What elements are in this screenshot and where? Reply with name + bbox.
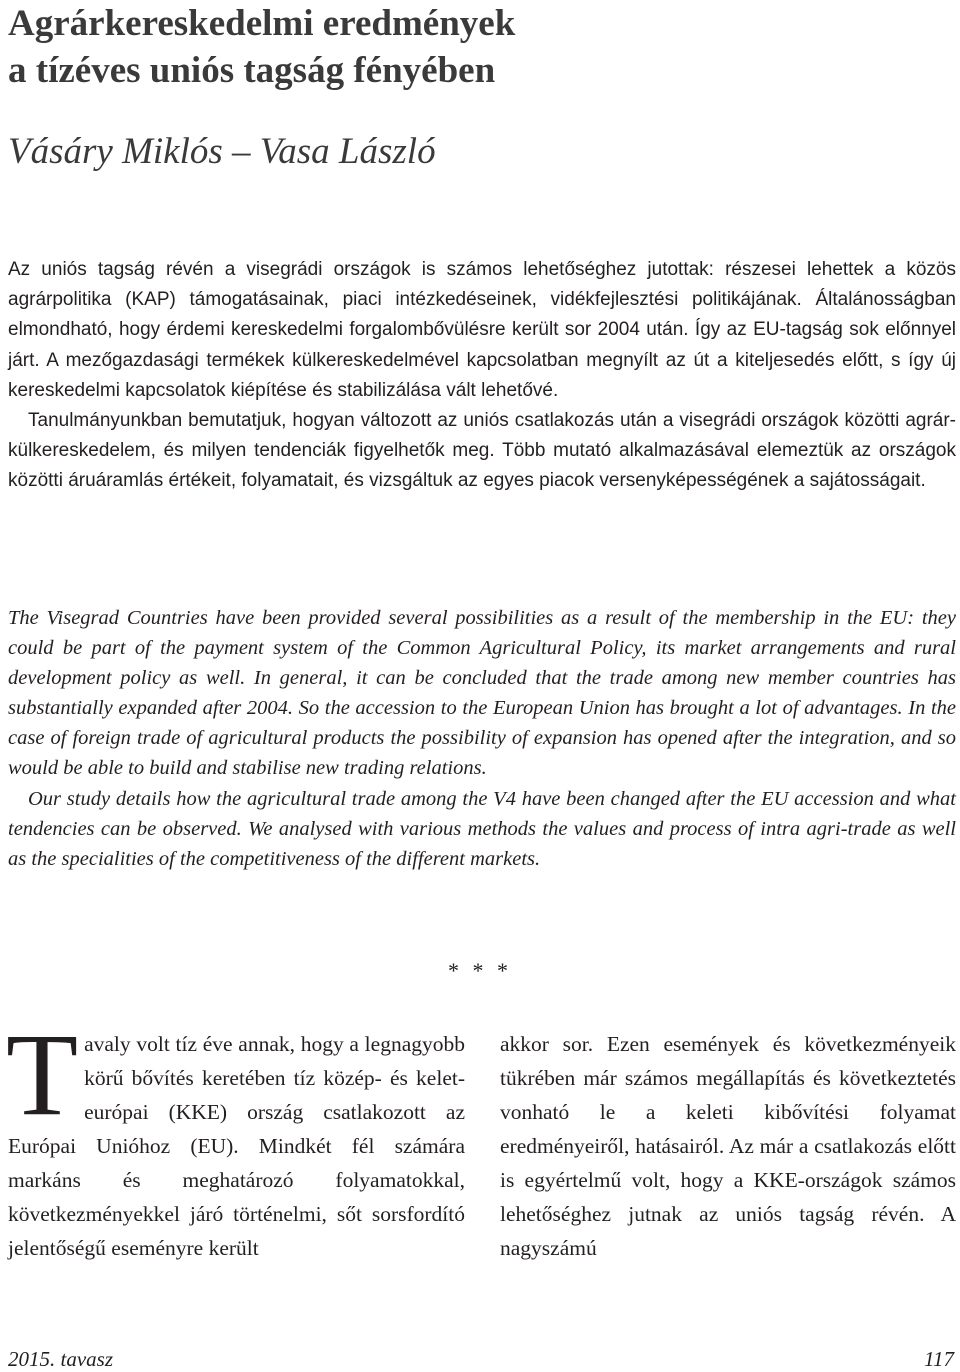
drop-cap: T <box>6 1009 79 1140</box>
body-column-right <box>500 1027 956 1265</box>
footer-issue: 2015. tavasz <box>8 1347 113 1371</box>
abstract-hu-paragraph-1: Az uniós tagság révén a visegrádi országok is számos lehetőséghez jutottak: részesei lehettek a közös agrárpolitika (KAP) támogatásainak, piaci intézkedéseinek, vidékfejlesztési politikájának. Általánosságban elmondható, hogy érdemi kereskedelmi forgalombővülésre került sor 2004 után. Így az EU-tagság sok előnnyel járt. A mezőgazdasági termékek külkereskedelmével kapcsolatban megnyílt az út a kiteljesedés előtt, s így új kereskedelmi kapcsolatok kiépítése és stabilizálása vált lehetővé. <box>8 259 956 401</box>
title-line-2: a tízéves uniós tagság fényében <box>8 50 496 91</box>
section-separator: * * * <box>448 958 512 983</box>
authors: Vásáry Miklós – Vasa László <box>8 131 436 172</box>
article-title <box>8 0 515 94</box>
body-column-left <box>6 1009 465 1265</box>
title-line-1: Agrárkereskedelmi eredmények <box>8 3 516 44</box>
abstract-en-paragraph-1: The Visegrad Countries have been provided several possibilities as a result of the membership in the EU: they could be part of the payment system of the Common Agricultural Policy, its market arrangements and rural development policy as well. In general, it can be concluded that the trade among new member countries has substantially expanded after 2004. So the accession to the European Union has brought a lot of advantages. In the case of foreign trade of agricultural products the possibility of expansion has opened after the integration, and so would be able to build and stabilise new trading relations. <box>8 607 956 780</box>
abstract-en-paragraph-2: Our study details how the agricultural trade among the V4 have been changed after the EU accession and what tendencies can be observed. We analysed with various methods the values and process of intra agri-trade as well as the specialities of the competitiveness of the different markets. <box>8 787 956 870</box>
page-number: 117 <box>924 1347 954 1371</box>
body-text-right: akkor sor. Ezen események és következményeik tükrében már számos megállapítás és következtetés vonható le a keleti kibővítési folyamat eredményeiről, hatásairól. Az már a csatlakozás előtt is egyértelmű volt, hogy a KKE-országok számos lehetőséghez jutnak az uniós tagság révén. A nagyszámú <box>500 1032 956 1260</box>
abstract-english <box>8 603 956 874</box>
abstract-hungarian <box>8 255 956 497</box>
abstract-hu-paragraph-2: Tanulmányunkban bemutatjuk, hogyan változott az uniós csatlakozás után a visegrádi országok közötti agrár-külkereskedelem, és milyen tendenciák figyelhetők meg. Több mutató alkalmazásával elemeztük az országok közötti áruáramlás értékeit, folyamatait, és vizsgáltuk az egyes piacok versenyképességének a sajátosságait. <box>8 410 956 492</box>
body-text-left: avaly volt tíz éve annak, hogy a legnagyobb körű bővítés keretében tíz közép- és kelet-európai (KKE) ország csatlakozott az Európai Unióhoz (EU). Mindkét fél számára markáns és meghatározó folyamatokkal, következményekkel járó történelmi, sőt sorsfordító jelentőségű eseményre került <box>8 1032 465 1260</box>
